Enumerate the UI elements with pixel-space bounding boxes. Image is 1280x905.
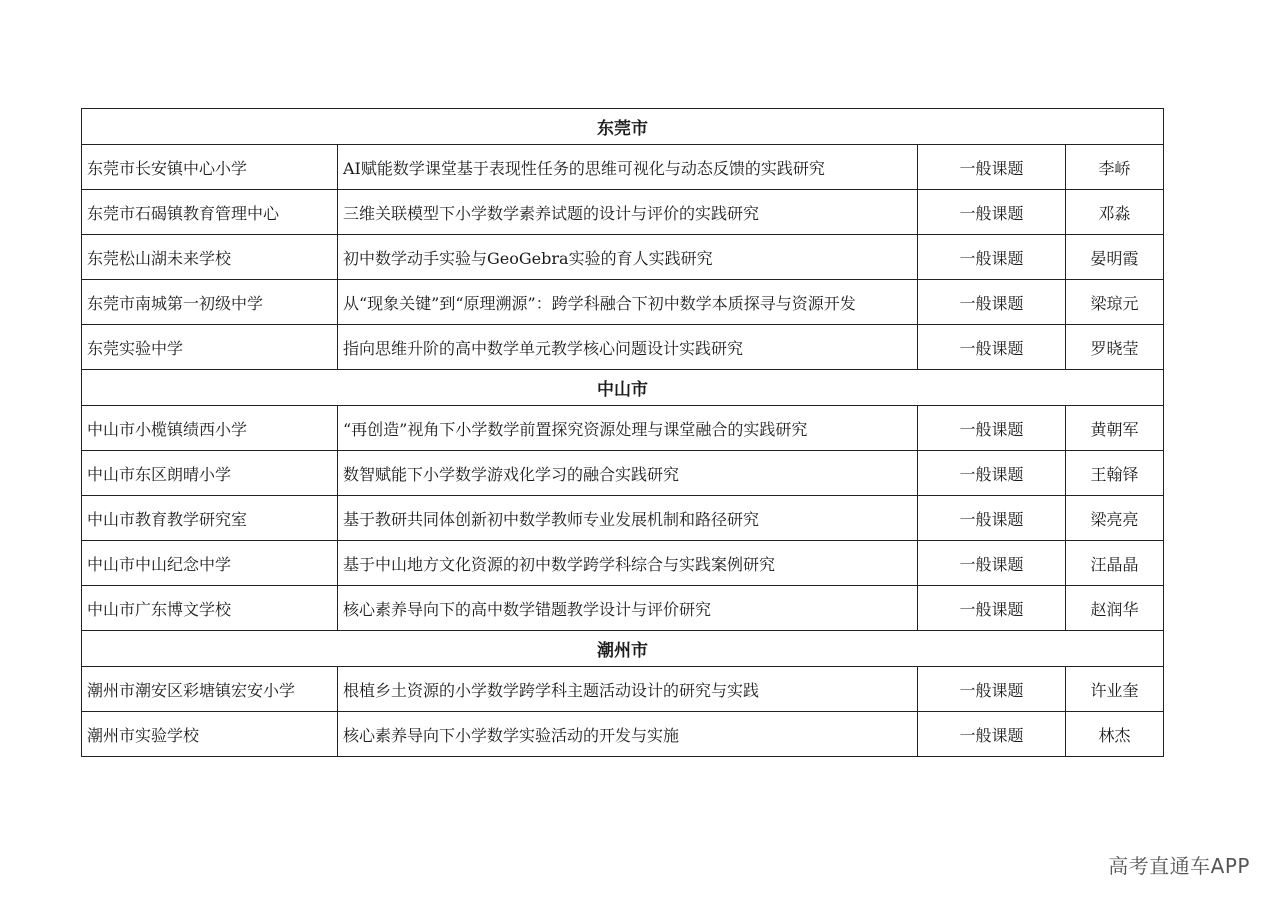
project-type-cell: 一般课题 (918, 712, 1066, 757)
school-cell: 东莞市南城第一初级中学 (82, 280, 338, 325)
project-type-cell: 一般课题 (918, 325, 1066, 370)
table-row (82, 541, 1164, 586)
table-row (82, 667, 1164, 712)
school-cell: 东莞实验中学 (82, 325, 338, 370)
table-row (82, 145, 1164, 190)
project-type-cell: 一般课题 (918, 406, 1066, 451)
school-cell: 东莞松山湖未来学校 (82, 235, 338, 280)
table-row (82, 235, 1164, 280)
leader-cell: 黄朝军 (1066, 406, 1164, 451)
project-title-cell: “再创造”视角下小学数学前置探究资源处理与课堂融合的实践研究 (338, 406, 918, 451)
school-cell: 中山市中山纪念中学 (82, 541, 338, 586)
table-row (82, 712, 1164, 757)
leader-cell: 汪晶晶 (1066, 541, 1164, 586)
leader-cell: 王翰铎 (1066, 451, 1164, 496)
region-header-row (82, 109, 1164, 145)
leader-cell: 林杰 (1066, 712, 1164, 757)
project-title-cell: 基于教研共同体创新初中数学教师专业发展机制和路径研究 (338, 496, 918, 541)
table-row (82, 586, 1164, 631)
leader-cell: 邓淼 (1066, 190, 1164, 235)
leader-cell: 许业奎 (1066, 667, 1164, 712)
leader-cell: 梁亮亮 (1066, 496, 1164, 541)
region-header-row (82, 370, 1164, 406)
project-title-cell: 指向思维升阶的高中数学单元教学核心问题设计实践研究 (338, 325, 918, 370)
leader-cell: 李峤 (1066, 145, 1164, 190)
project-table (81, 108, 1164, 757)
table-row (82, 406, 1164, 451)
project-title-cell: 核心素养导向下的高中数学错题教学设计与评价研究 (338, 586, 918, 631)
project-title-cell: 三维关联模型下小学数学素养试题的设计与评价的实践研究 (338, 190, 918, 235)
project-type-cell: 一般课题 (918, 235, 1066, 280)
school-cell: 东莞市石碣镇教育管理中心 (82, 190, 338, 235)
region-name: 中山市 (82, 370, 1164, 406)
watermark: 高考直通车APP (1108, 854, 1250, 878)
project-type-cell: 一般课题 (918, 586, 1066, 631)
region-header-row (82, 631, 1164, 667)
table-row (82, 190, 1164, 235)
school-cell: 潮州市实验学校 (82, 712, 338, 757)
project-type-cell: 一般课题 (918, 496, 1066, 541)
table-row (82, 496, 1164, 541)
region-name: 东莞市 (82, 109, 1164, 145)
project-type-cell: 一般课题 (918, 145, 1066, 190)
leader-cell: 梁琼元 (1066, 280, 1164, 325)
school-cell: 中山市教育教学研究室 (82, 496, 338, 541)
project-type-cell: 一般课题 (918, 667, 1066, 712)
leader-cell: 赵润华 (1066, 586, 1164, 631)
project-type-cell: 一般课题 (918, 451, 1066, 496)
leader-cell: 罗晓莹 (1066, 325, 1164, 370)
table-row (82, 451, 1164, 496)
school-cell: 中山市东区朗晴小学 (82, 451, 338, 496)
table-body (82, 109, 1164, 757)
school-cell: 中山市小榄镇绩西小学 (82, 406, 338, 451)
project-title-cell: 数智赋能下小学数学游戏化学习的融合实践研究 (338, 451, 918, 496)
leader-cell: 晏明霞 (1066, 235, 1164, 280)
project-type-cell: 一般课题 (918, 190, 1066, 235)
region-name: 潮州市 (82, 631, 1164, 667)
project-type-cell: 一般课题 (918, 541, 1066, 586)
project-title-cell: 基于中山地方文化资源的初中数学跨学科综合与实践案例研究 (338, 541, 918, 586)
project-title-cell: AI赋能数学课堂基于表现性任务的思维可视化与动态反馈的实践研究 (338, 145, 918, 190)
school-cell: 中山市广东博文学校 (82, 586, 338, 631)
project-title-cell: 核心素养导向下小学数学实验活动的开发与实施 (338, 712, 918, 757)
school-cell: 潮州市潮安区彩塘镇宏安小学 (82, 667, 338, 712)
project-type-cell: 一般课题 (918, 280, 1066, 325)
school-cell: 东莞市长安镇中心小学 (82, 145, 338, 190)
table-row (82, 280, 1164, 325)
project-title-cell: 从“现象关键”到“原理溯源”：跨学科融合下初中数学本质探寻与资源开发 (338, 280, 918, 325)
table-row (82, 325, 1164, 370)
project-title-cell: 根植乡土资源的小学数学跨学科主题活动设计的研究与实践 (338, 667, 918, 712)
project-title-cell: 初中数学动手实验与GeoGebra实验的育人实践研究 (338, 235, 918, 280)
